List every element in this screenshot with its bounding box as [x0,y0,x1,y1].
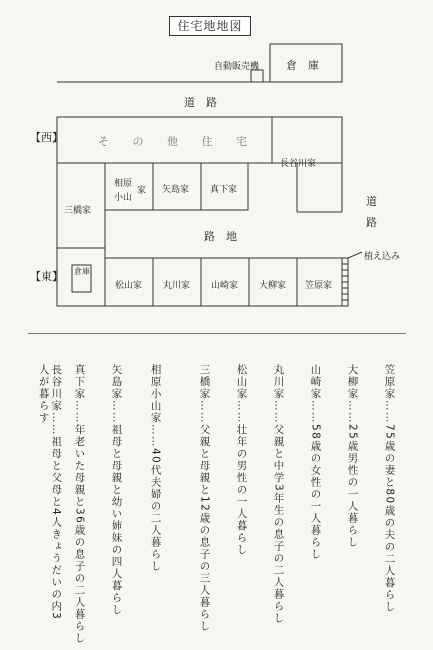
house-marukawa: 丸川家 [163,281,191,291]
aihara-label-1: 相原 [114,179,133,189]
vending-machine-label: 自動販売機 [214,62,260,72]
household-yamazaki: 山崎家……58歳の女性の一人暮らし [309,364,322,561]
hasegawa-label: 長谷川家 [280,159,317,169]
mitsuhashi-label: 三橋家 [64,206,92,216]
household-yajima: 矢島家……祖母と母親と幼い姉妹の四人暮らし [110,364,123,616]
household-marukawa: 丸川家……父親と中学3年生の息子の二人暮らし [272,364,285,625]
hedge-label: 植え込み [364,252,401,262]
household-mashita: 真下家……年老いた母親と36歳の息子の二人暮らし [73,364,86,645]
road-top-label: 道 路 [184,96,217,109]
map-title: 住宅地地図 [169,16,251,36]
household-mitsuhashi: 三橋家……父親と母親と12歳の息子の三人暮らし [198,364,211,633]
divider [28,333,406,334]
household-hasegawa: 長谷川家……祖母と父母と4人きょうだいの内3人が暮らす [37,364,63,621]
road-right-label-2: 路 [366,216,377,229]
warehouse-top-label: 倉 庫 [286,59,319,72]
road-center-label: 路 地 [204,230,237,243]
house-matsuyama: 松山家 [115,281,143,291]
house-oyanagi: 大柳家 [259,281,287,291]
house-yamazaki: 山崎家 [211,281,239,291]
warehouse-small-label: 倉庫 [74,267,90,276]
household-matsuyama: 松山家……壮年の男性の一人暮らし [235,364,248,556]
household-kasahara: 笠原家……75歳の妻と80歳の夫の二人暮らし [383,364,396,613]
yajima-label: 矢島家 [162,185,190,195]
household-oyanagi: 大柳家……25歳男性の一人暮らし [346,364,359,549]
road-right-label-1: 道 [366,195,377,208]
household-aihara: 相原小山家……40代夫婦の二人暮らし [149,364,162,573]
other-houses-label: そ の 他 住 宅 [98,135,257,148]
house-kasahara: 笠原家 [305,281,333,291]
aihara-label-2: 小山 [114,193,133,203]
mashita-label: 真下家 [210,185,238,195]
east-label: 【東】 [30,270,63,283]
west-label: 【西】 [30,131,63,144]
aihara-label-3: 家 [137,186,147,196]
